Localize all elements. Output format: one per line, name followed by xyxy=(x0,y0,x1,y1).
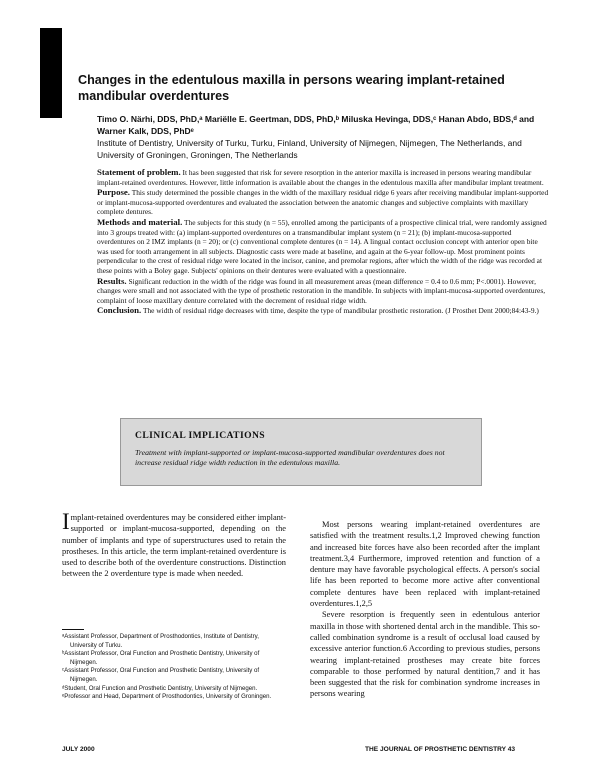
footnote-b: ᵇAssistant Professor, Oral Function and Prosthetic Dentistry, University of Nijmegen. xyxy=(62,650,260,666)
intro-paragraph xyxy=(62,509,286,580)
footnote-divider xyxy=(62,629,84,630)
abstract-conclusion xyxy=(97,306,549,316)
clinical-implications-box xyxy=(120,418,482,486)
decorative-black-bar xyxy=(40,28,62,118)
footnote-d: ᵈStudent, Oral Function and Prosthetic Dentistry, University of Nijmegen. xyxy=(62,684,258,692)
body-left-column xyxy=(62,509,286,580)
abstract xyxy=(97,168,549,317)
intro-text: mplant-retained overdentures may be considered either implant-supported or implant-mucosa-supported, depending on the number of implants and type of superstructures used to retain the prostheses. In this article, the term implant-retained overdenture is used to describe both of the overdenture constructions. Distinction between the 2 overdenture type is made when needed. xyxy=(62,513,286,579)
problem-heading: Statement of problem. xyxy=(97,167,181,177)
body-right-column xyxy=(310,519,540,700)
author-affiliation: Institute of Dentistry, University of Turku, Turku, Finland, University of Nijmegen, Nijmegen, The Netherlands, and University of Groningen, Groningen, The Netherlands xyxy=(97,138,522,160)
purpose-text: This study determined the possible changes in the width of the maxillary residual ridge 6 years after receiving mandibular implant-supported or implant-mucosa-supported overdentures and evaluated the association between the anatomic changes and subjective complaints with maxillary complete dentures. xyxy=(97,188,549,217)
footnote-c: ᶜAssistant Professor, Oral Function and Prosthetic Dentistry, University of Nijmegen. xyxy=(62,667,260,683)
footnote-a: ᵃAssistant Professor, Department of Prosthodontics, Institute of Dentistry, University of Turku. xyxy=(62,633,259,649)
conclusion-heading: Conclusion. xyxy=(97,305,142,316)
problem-text: It has been suggested that risk for severe resorption in the anterior maxilla is increased in persons wearing mandibular implant-retained overdentures. However, little information is available about the changes in the edentulous maxilla after mandibular implant treatment. xyxy=(97,168,544,187)
abstract-methods xyxy=(97,218,549,276)
dropcap-letter: I xyxy=(62,509,70,534)
results-heading: Results. xyxy=(97,275,127,286)
purpose-heading: Purpose. xyxy=(97,187,130,198)
abstract-results xyxy=(97,277,549,306)
author-block xyxy=(97,113,552,161)
right-paragraph-1: Most persons wearing implant-retained overdentures are satisfied with the treatment results.1,2 Improved chewing function and increased bite forces have also been recorded after the implant treatment.3,4 Furthermore, improved retention and function of a denture may have favorable psychological effects. A person's social life has been reported to become more active after conventional complete dentures have been replaced with implant-retained overdentures.1,2,5 xyxy=(310,520,540,609)
right-paragraph-2: Severe resorption is frequently seen in edentulous anterior maxilla in those with shortened dental arch in the mandible. This so-called combination syndrome is a result of occlusal load caused by excessive anterior function.6 According to previous studies, persons wearing implant-retained prostheses may create bite forces comparable to those performed by natural dentition,7 and it has been suggested that the risk for combination syndrome increases in persons wearing xyxy=(310,610,540,699)
abstract-purpose xyxy=(97,188,549,217)
footnote-e: ᵉProfessor and Head, Department of Prosthodontics, University of Groningen. xyxy=(62,693,272,701)
article-title: Changes in the edentulous maxilla in persons wearing implant-retained mandibular overdentures xyxy=(78,73,505,103)
methods-heading: Methods and material. xyxy=(97,216,183,227)
author-names: Timo O. Närhi, DDS, PhD,ᵃ Mariëlle E. Geertman, DDS, PhD,ᵇ Miluska Hevinga, DDS,ᶜ Hanan Abdo, BDS,ᵈ and Warner Kalk, DDS, PhDᵉ xyxy=(97,114,535,136)
footer-date: JULY 2000 xyxy=(62,746,95,753)
footer-journal-page: THE JOURNAL OF PROSTHETIC DENTISTRY 43 xyxy=(365,746,516,753)
results-text: Significant reduction in the width of the ridge was found in all measurement areas (mean difference = 0.4 to 0.6 mm; P<.0001). However, changes were small and not associated with the type of prosthetic restoration in the mandible. In subjects with implant-mucosa-supported overdentures, complaint of loose maxillary denture correlated with the decrement of residual ridge width. xyxy=(97,276,546,305)
methods-text: The subjects for this study (n = 55), enrolled among the participants of a prospective clinical trial, were randomly assigned into 3 groups treated with: (a) implant-supported overdentures on a transmandibular implant system (n = 21); (b) implant-mucosa-supported overdentures on 2 IMZ implants (n = 20); or (c) conventional complete dentures (n = 14). A lingual contact occlusion concept with anterior open bite was used for tooth arrangement in all subjects. Diagnostic casts were made at baseline, and again at the 6-year follow-up. Most prominent points perpendicular to the crest of residual ridge were located in the incisor, canine, and premolar regions, after which the width of the ridge was recorded at these points with a Boley gage. Subjects' opinions on their dentures were evaluated with a questionnaire. xyxy=(97,217,547,275)
abstract-problem xyxy=(97,168,549,187)
footnotes xyxy=(62,633,287,702)
conclusion-text: The width of residual ridge decreases with time, despite the type of mandibular prosthetic restoration. (J Prosthet Dent 2000;84:43-9.) xyxy=(142,306,539,316)
clinical-implications-title: CLINICAL IMPLICATIONS xyxy=(135,430,266,441)
clinical-implications-text: Treatment with implant-supported or implant-mucosa-supported mandibular overdentures does not increase residual ridge width reduction in the edentulous maxilla. xyxy=(135,448,445,467)
